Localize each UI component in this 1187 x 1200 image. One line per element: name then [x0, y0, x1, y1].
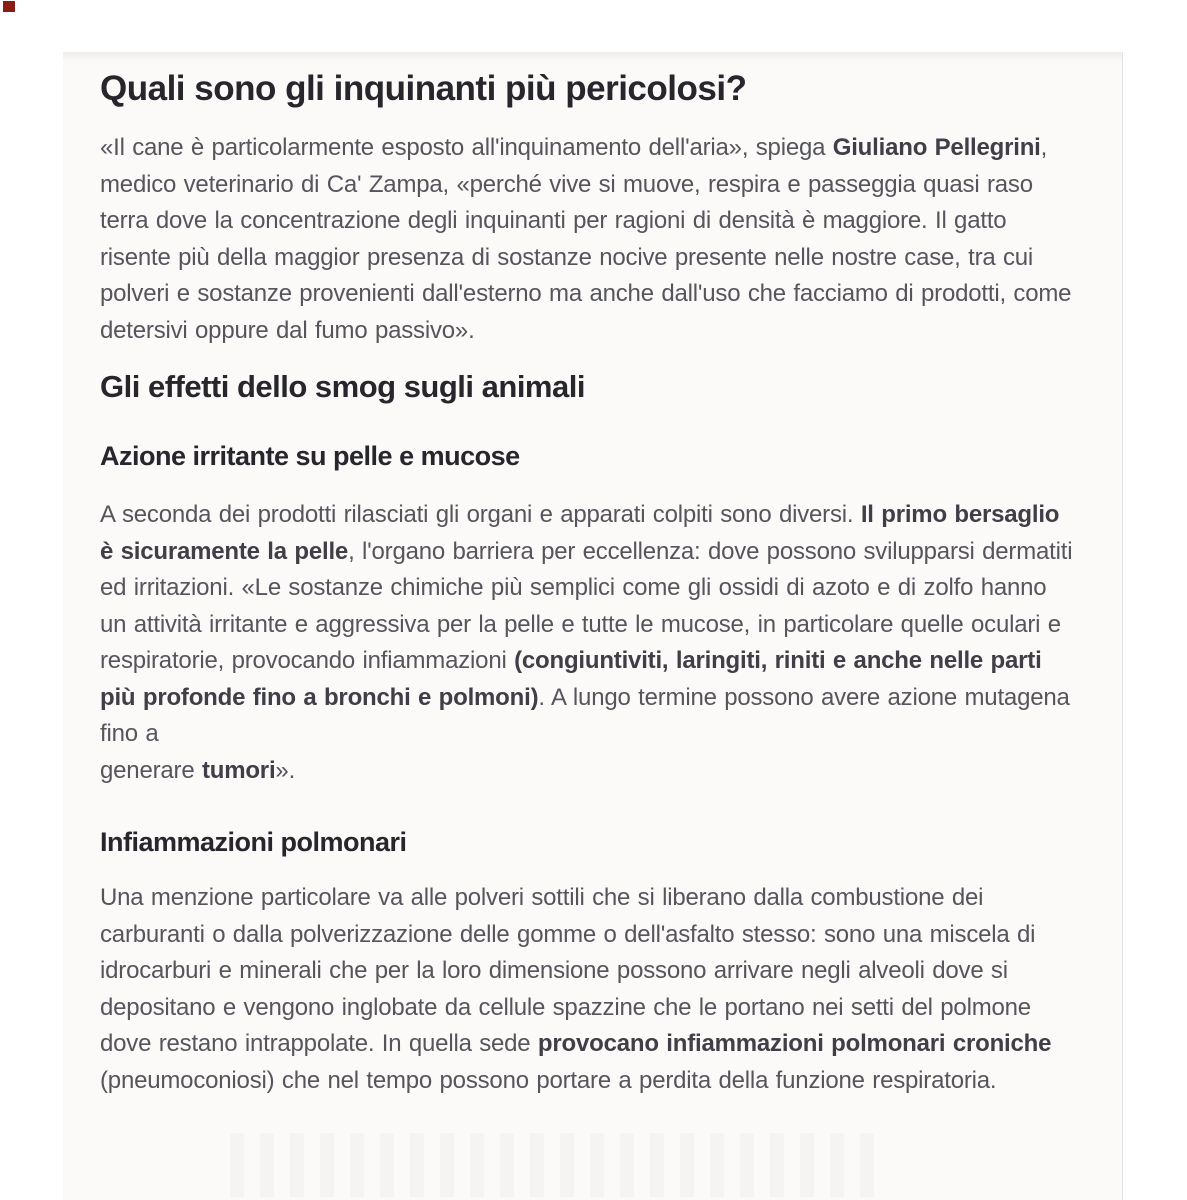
card-top-edge [63, 52, 1122, 61]
paragraph-lung-inflammation: Una menzione particolare va alle polveri sottili che si liberano dalla combustione dei carburanti o dalla polverizzazione delle gomme o dell'asfalto stesso: sono una miscela di idrocarburi e minerali che per la loro dimensione possono arrivare negli alveoli dove si depositano e vengono inglobate da cellule spazzine che le portano nei setti del polmone dove restano intrappolate. In quella sede provocano infiammazioni polmonari croniche (pneumoconiosi) che nel tempo possono portare a perdita della funzione respiratoria. [100, 884, 1052, 1094]
article-card [63, 52, 1123, 1200]
paragraph-intro: «Il cane è particolarmente esposto all'inquinamento dell'aria», spiega Giuliano Pellegrini, medico veterinario di Ca' Zampa, «perché vive si muove, respira e passeggia quasi raso terra dove la concentrazione degli inquinanti per ragioni di densità è maggiore. Il gatto risente più della maggior presenza di sostanze nocive presente nelle nostre case, tra cui polveri e sostanze provenienti dall'esterno ma anche dall'uso che facciamo di prodotti, come detersivi oppure dal fumo passivo». [100, 134, 1072, 344]
subsection-heading-skin-mucosa: Azione irritante su pelle e mucose [100, 441, 520, 471]
corner-marker-icon [3, 1, 15, 12]
section-heading-smog-effects: Gli effetti dello smog sugli animali [100, 369, 585, 404]
subsection-heading-lung-inflammation: Infiammazioni polmonari [100, 827, 407, 857]
article-content [63, 67, 1122, 1099]
paragraph-skin-mucosa: A seconda dei prodotti rilasciati gli organi e apparati colpiti sono diversi. Il primo bersaglio è sicuramente la pelle, l'organo barriera per eccellenza: dove possono svilupparsi dermatiti ed irritazioni. «Le sostanze chimiche più semplici come gli ossidi di azoto e di zolfo hanno un attività irritante e aggressiva per la pelle e tutte le mucose, in particolare quelle oculari e respiratorie, provocando infiammazioni (congiuntiviti, laringiti, riniti e anche nelle parti più profonde fino a bronchi e polmoni). A lungo termine possono avere azione mutagena fino a generare tumori». [100, 501, 1073, 784]
article-title: Quali sono gli inquinanti più pericolosi? [100, 69, 747, 108]
